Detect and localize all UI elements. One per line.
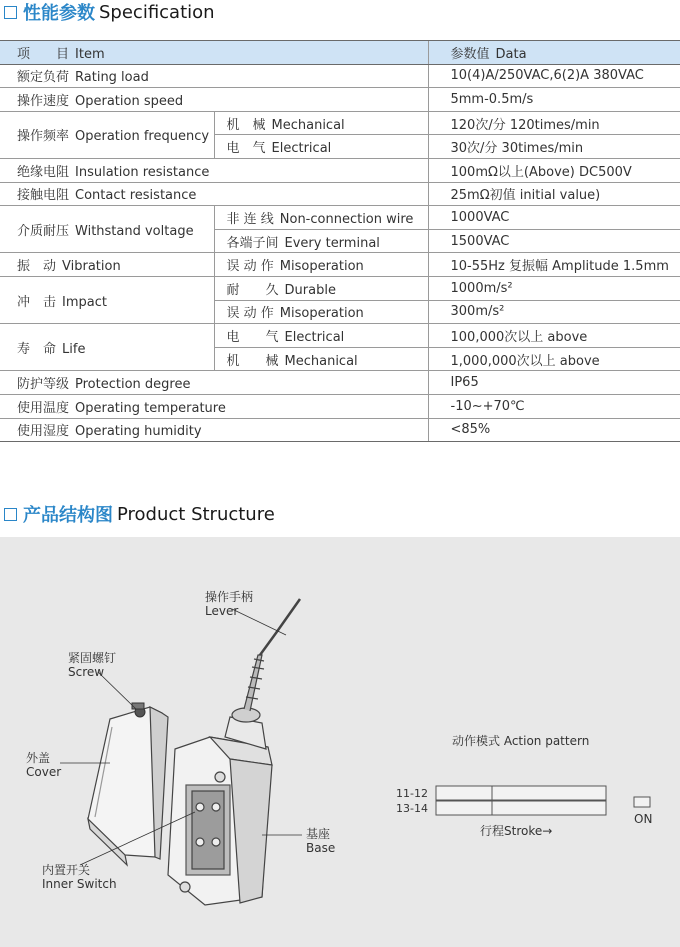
pattern-bar-13-14 bbox=[436, 801, 606, 815]
table-row: 寿 命 Life 电 气 Electrical 100,000次以上 above bbox=[0, 324, 680, 348]
table-row: 振 动 Vibration 误 动 作 Misoperation 10-55Hz 复振幅 Amplitude 1.5mm bbox=[0, 253, 680, 277]
structure-section-title bbox=[4, 502, 275, 526]
action-pattern-title: 动作模式 Action pattern bbox=[452, 734, 590, 748]
table-row: 各端子间 Every terminal 1500VAC bbox=[0, 229, 680, 253]
spec-section-title bbox=[4, 0, 215, 24]
table-row: 操作频率 Operation frequency 机 械 Mechanical 120次/分 120times/min bbox=[0, 111, 680, 135]
base-shape bbox=[168, 737, 272, 905]
row-label-13-14: 13-14 bbox=[396, 802, 428, 815]
structure-title-cn: 产品结构图 bbox=[23, 505, 113, 526]
lever-label: 操作手柄 Lever bbox=[205, 590, 254, 618]
table-row: 使用湿度 Operating humidity <85% bbox=[0, 418, 680, 442]
pattern-bar-11-12 bbox=[436, 786, 606, 800]
checkbox-square-icon bbox=[4, 6, 17, 19]
table-row: 绝缘电阻 Insulation resistance 100mΩ以上(Above) DC500V bbox=[0, 158, 680, 182]
action-pattern-diagram bbox=[436, 786, 650, 815]
stroke-label: 行程Stroke→ bbox=[480, 824, 553, 838]
table-row: 电 气 Electrical 30次/分 30times/min bbox=[0, 135, 680, 159]
table-row: 介质耐压 Withstand voltage 非 连 线 Non-connection wire 1000VAC bbox=[0, 206, 680, 230]
screw-label: 紧固螺钉 Screw bbox=[68, 651, 117, 679]
header-data: 参数值 Data bbox=[428, 41, 680, 65]
cover-label: 外盖 Cover bbox=[26, 751, 62, 779]
table-row: 使用温度 Operating temperature -10~+70℃ bbox=[0, 394, 680, 418]
table-row: 冲 击 Impact 耐 久 Durable 1000m/s² bbox=[0, 276, 680, 300]
row-label-11-12: 11-12 bbox=[396, 787, 428, 800]
table-row: 机 械 Mechanical 1,000,000次以上 above bbox=[0, 347, 680, 371]
base-label: 基座 Base bbox=[306, 827, 336, 855]
table-row: 操作速度 Operation speed 5mm-0.5m/s bbox=[0, 88, 680, 112]
on-legend-box bbox=[634, 797, 650, 807]
cover-shape bbox=[88, 707, 168, 865]
table-row: 误 动 作 Misoperation 300m/s² bbox=[0, 300, 680, 324]
inner-switch-label: 内置开关 Inner Switch bbox=[42, 863, 117, 891]
table-header-row bbox=[0, 41, 680, 65]
checkbox-square-icon bbox=[4, 508, 17, 521]
table-row: 额定负荷 Rating load 10(4)A/250VAC,6(2)A 380VAC bbox=[0, 64, 680, 88]
on-label: ON bbox=[634, 812, 653, 826]
header-item: 项 目 Item bbox=[0, 41, 428, 65]
spec-title-en: Specification bbox=[99, 1, 215, 23]
spec-table bbox=[0, 40, 680, 442]
table-row: 接触电阻 Contact resistance 25mΩ初值 initial value) bbox=[0, 182, 680, 206]
structure-title-en: Product Structure bbox=[117, 503, 275, 525]
structure-panel bbox=[0, 537, 680, 947]
table-row: 防护等级 Protection degree IP65 bbox=[0, 371, 680, 395]
spec-title-cn: 性能参数 bbox=[23, 3, 95, 24]
